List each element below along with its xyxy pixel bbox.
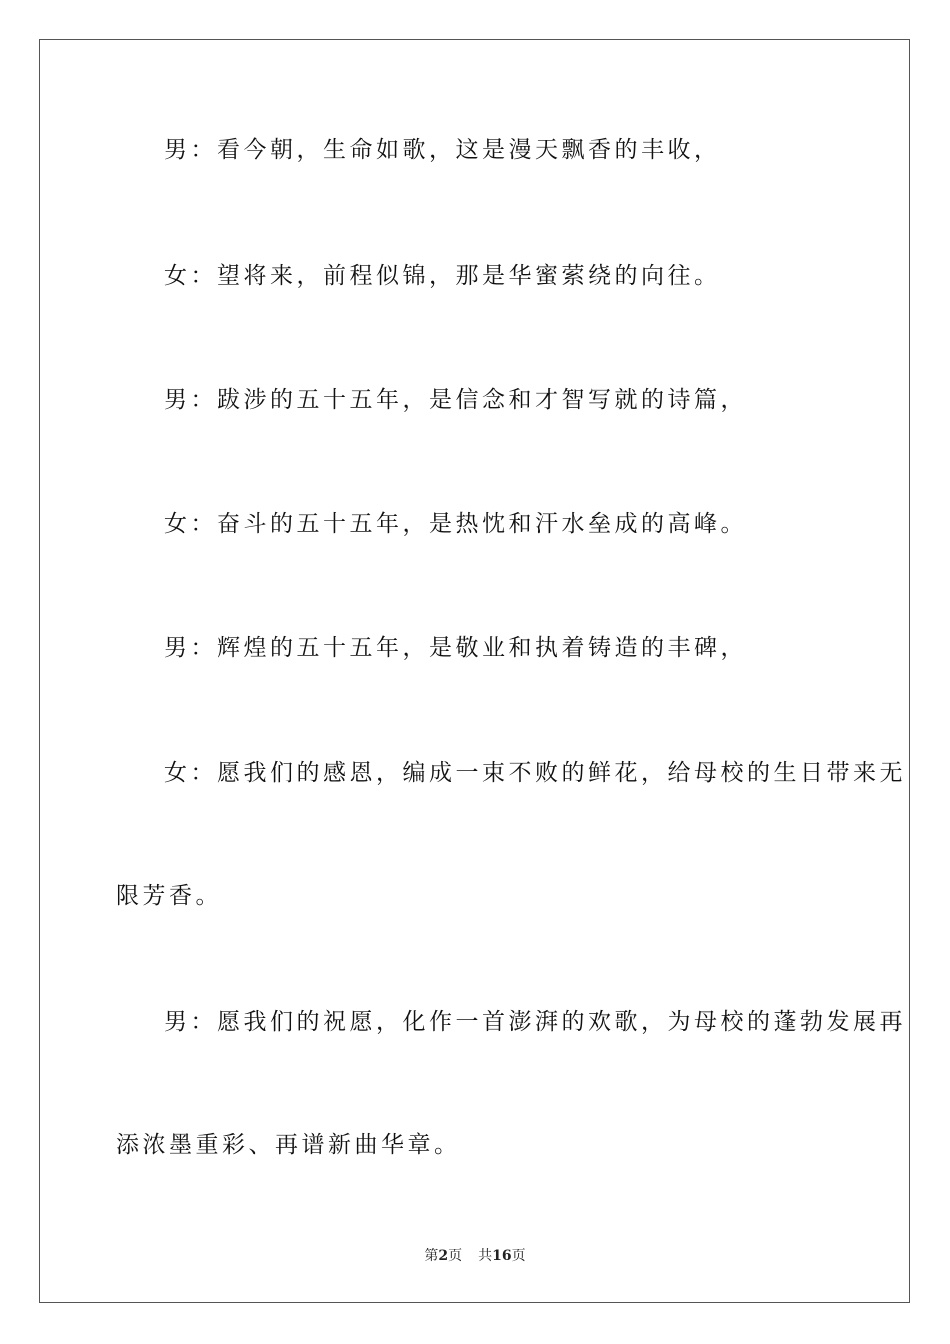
text-line-7: 限芳香。 bbox=[116, 883, 222, 909]
page-footer bbox=[0, 1246, 950, 1266]
text-line-9: 添浓墨重彩、再谱新曲华章。 bbox=[116, 1132, 461, 1158]
total-suffix: 页 bbox=[511, 1248, 526, 1264]
page-number: 2 bbox=[438, 1248, 449, 1264]
page-prefix: 第 bbox=[424, 1248, 439, 1264]
page-frame bbox=[39, 39, 910, 1303]
text-line-8: 男：愿我们的祝愿，化作一首澎湃的欢歌，为母校的蓬勃发展再 bbox=[164, 1009, 906, 1035]
total-pages: 16 bbox=[492, 1248, 512, 1264]
page-suffix: 页 bbox=[448, 1248, 463, 1264]
text-line-6: 女：愿我们的感恩，编成一束不败的鲜花，给母校的生日带来无 bbox=[164, 760, 906, 786]
text-line-5: 男：辉煌的五十五年，是敬业和执着铸造的丰碑， bbox=[164, 635, 747, 661]
text-line-4: 女：奋斗的五十五年，是热忱和汗水垒成的高峰。 bbox=[164, 511, 747, 537]
text-line-1: 男：看今朝，生命如歌，这是漫天飘香的丰收， bbox=[164, 137, 721, 163]
text-line-3: 男：跋涉的五十五年，是信念和才智写就的诗篇， bbox=[164, 387, 747, 413]
text-line-2: 女：望将来，前程似锦，那是华蜜萦绕的向往。 bbox=[164, 263, 721, 289]
total-prefix: 共 bbox=[478, 1248, 493, 1264]
